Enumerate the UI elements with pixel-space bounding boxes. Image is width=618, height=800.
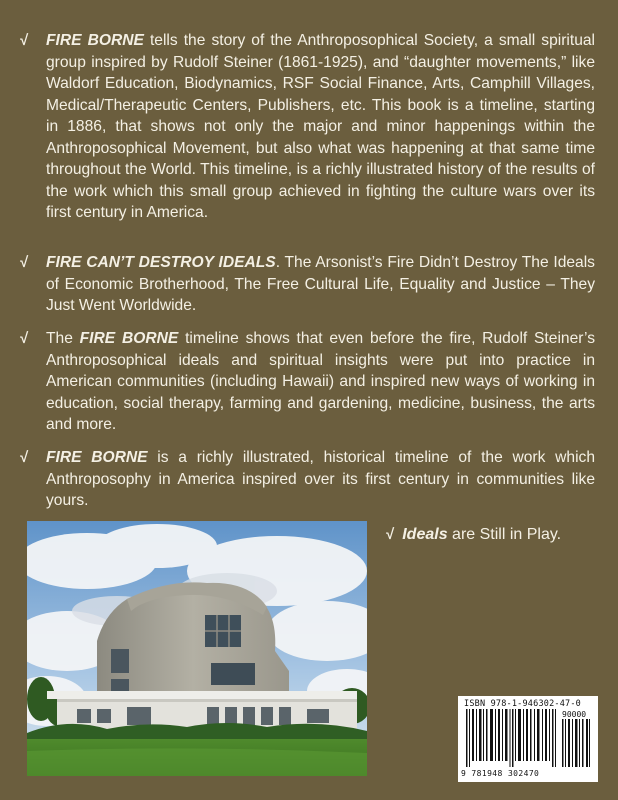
tagline <box>386 524 561 545</box>
isbn-addon-number: 90000 <box>562 710 587 719</box>
paragraph-fire-cant-destroy <box>20 252 595 317</box>
checkmark-icon: √ <box>20 330 29 347</box>
paragraph-text: . The Arsonist’s Fire Didn’t Destroy The Ideals of Economic Brotherhood, The Free Cultural Life, Equality and Justice – They Just Went Worldwide. <box>46 254 595 314</box>
book-title-emphasis: FIRE BORNE <box>46 32 144 49</box>
paragraph-text: timeline shows that even before the fire, Rudolf Steiner’s Anthroposophical ideals and spiritual insights were put into practice in American communities (including Hawaii) and inspired new ways of working in education, social therapy, farming and gardening, medicine, business, the arts and more. <box>46 330 595 433</box>
headline-emphasis: FIRE CAN’T DESTROY IDEALS <box>46 254 276 271</box>
checkmark-icon: √ <box>20 32 29 49</box>
tagline-text: are Still in Play. <box>447 526 562 543</box>
paragraph-illustrated-timeline <box>20 447 595 512</box>
paragraph-prefix: The <box>46 330 80 347</box>
goetheanum-photo <box>27 521 367 776</box>
tagline-emphasis: Ideals <box>402 526 448 543</box>
paragraph-timeline <box>20 328 595 436</box>
checkmark-icon: √ <box>386 526 395 543</box>
paragraph-text: tells the story of the Anthroposophical Society, a small spiritual group inspired by Rudolf Steiner (1861-1925), and “daughter movements,” like Waldorf Education, Biodynamics, RSF Social Finance, Arts, Camphill Villages, Medical/Therapeutic Centers, Publishers, etc. This book is a timeline, starting in 1886, that shows not only the major and minor happenings within the Anthroposophical Movement, but also what was happening at that same time throughout the World. This timeline, is a richly illustrated history of the results of the work which this small group achieved in fighting the culture wars over its first century in America. <box>46 32 596 221</box>
isbn-barcode <box>458 696 598 782</box>
book-title-emphasis: FIRE BORNE <box>79 330 179 347</box>
ean-number: 9 781948 302470 <box>461 769 540 778</box>
paragraph-fire-borne-story <box>20 30 595 224</box>
isbn-text: ISBN 978-1-946302-47-0 <box>464 699 581 709</box>
checkmark-icon: √ <box>20 254 29 271</box>
book-title-emphasis: FIRE BORNE <box>46 449 148 466</box>
paragraph-text: is a richly illustrated, historical timeline of the work which Anthroposophy in America inspired over its first century in communities like yours. <box>46 449 596 509</box>
checkmark-icon: √ <box>20 449 29 466</box>
